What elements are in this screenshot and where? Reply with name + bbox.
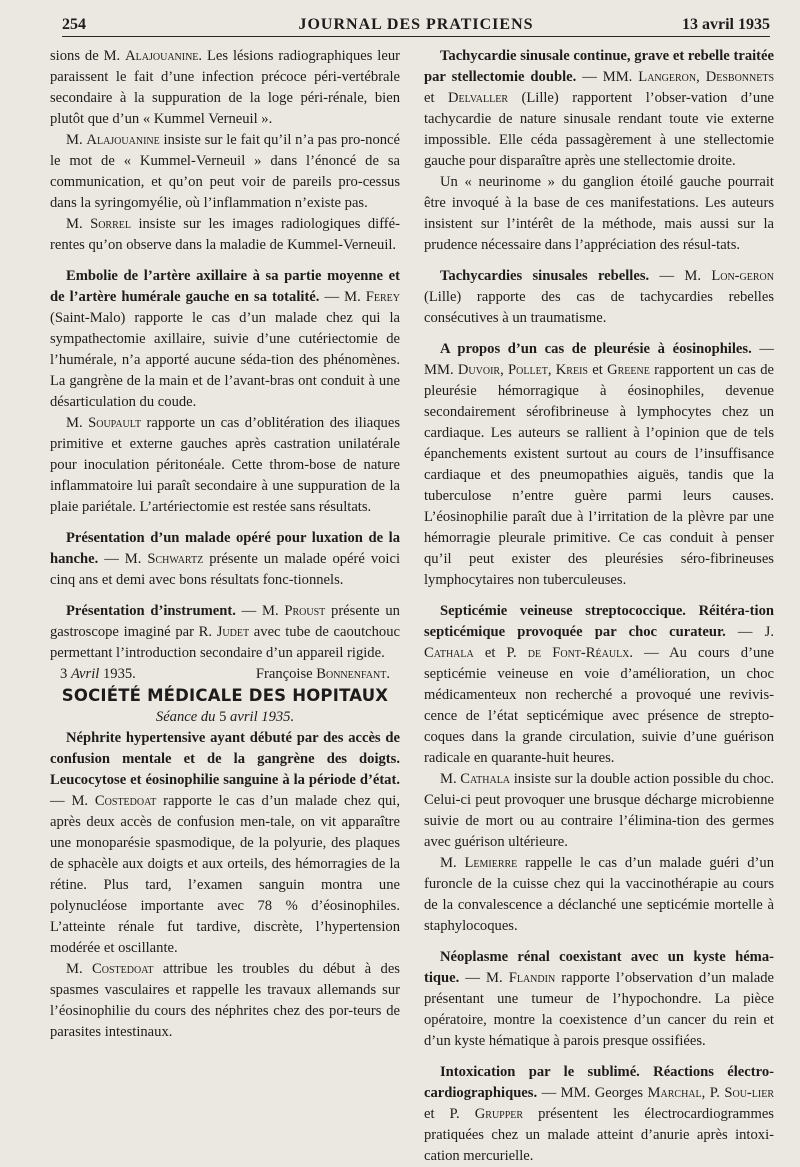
article-instrument: Présentation d’instrument. — M. Proust présente un gastroscope imaginé par R. Judet avec tube de caoutchouc permettant l’introduction secondaire d’un appareil rigide. — [50, 603, 400, 661]
paragraph: M. Soupault rapporte un cas d’oblitération des iliaques primitive et externe gauches après castration unilatérale pour inoculation péritonéale. Cette throm-bose de nature inflammatoire lui paraît secondaire à une suppuration de la plaie pariétale. L’artériectomie est restée sans résultats. — [50, 415, 401, 515]
article-title: Présentation d’instrument. — [66, 603, 236, 619]
article-title: Tachycardies sinusales rebelles. — [440, 268, 650, 284]
report-date: 3 Avril 1935. — [60, 666, 136, 682]
article-septicemie: Septicémie veineuse streptococcique. Réitéra-tion septicémique provoquée par choc curateur. — J. Cathala et P. de Font-Réaulx. — Au cours d’une septicémie veineuse en voie d’amélioration, un choc médicamenteux non recherché a provoqué une revivis-cence de l’état septicémique avec présence de strepto-coques dans la grande circulation, suivie d’une guérison radicale en quarante-huit heures. — [424, 603, 775, 766]
page-number: 254 — [62, 16, 86, 33]
paragraph: M. Sorrel insiste sur les images radiologiques diffé-rentes qu’on observe dans la maladie de Kummel-Verneuil. — [50, 216, 401, 253]
article-title: Septicémie veineuse streptococcique. Réitéra-tion septicémique provoquée par choc curateur. — [424, 603, 774, 640]
article-title: Tachycardie sinusale continue, grave et rebelle traitée par stellectomie double. — [424, 48, 774, 85]
article-title: Embolie de l’artère axillaire à sa partie moyenne et de l’artère humérale gauche en sa totalité. — [50, 268, 400, 305]
journal-title: JOURNAL DES PRATICIENS — [298, 16, 534, 33]
article-intoxication: Intoxication par le sublimé. Réactions électro-cardiographiques. — MM. Georges Marchal, P. Sou-lier et P. Grupper présentent les électrocardiogrammes pratiquées chez un malade atteint d’anurie après intoxi-cation mercurielle. — [424, 1064, 775, 1164]
article-embolie: Embolie de l’artère axillaire à sa partie moyenne et de l’artère humérale gauche en sa totalité. — M. Ferey (Saint-Malo) rapporte le cas d’un malade chez qui la sympathectomie axillaire, suivie d’une cutériectomie de l’humérale, n’a apporté aucune séda-tion des phénomènes. La gangrène de la main et de l’avant-bras ont conduit à une désarticulation du coude. — [50, 268, 400, 410]
article-tachycardies-rebelles: Tachycardies sinusales rebelles. — M. Lon-geron (Lille) rapporte des cas de tachycardies rebelles consécutives à un traumatisme. — [424, 268, 774, 326]
paragraph: sions de M. Alajouanine. Les lésions radiographiques leur paraissent le fait d’une infection précoce péri-vertébrale secondaire à la suppuration de la loge péri-rénale, bien plutôt que d’un « Kummel Verneuil ». — [50, 48, 400, 127]
article-luxation: Présentation d’un malade opéré pour luxation de la hanche. — M. Schwartz présente un malade opéré voici cinq ans et demi avec bons résultats fonc-tionnels. — [50, 530, 400, 588]
paragraph: M. Alajouanine insiste sur le fait qu’il n’a pas pro-noncé le mot de « Kummel-Verneuil » dans l’énoncé de sa communication, et qu’on peut voir de pareils pro-cessus dans la syringomyélie, où l’inflammation n’existe pas. — [50, 132, 400, 211]
article-title: Intoxication par le sublimé. Réactions électro-cardiographiques. — [424, 1064, 774, 1101]
paragraph: M. Cathala insiste sur la double action possible du choc. Celui-ci peut provoquer une brusque décharge microbienne suivie de mort ou au contraire l’élimina-tion des germes avec guérison ultérieure. — [424, 771, 774, 850]
article-title: Présentation d’un malade opéré pour luxation de la hanche. — [50, 530, 400, 567]
article-title: Néoplasme rénal coexistant avec un kyste héma-tique. — [424, 949, 774, 986]
article-nephrite: Néphrite hypertensive ayant débuté par des accès de confusion mentale et de la gangrène des doigts. Leucocytose et éosinophilie sanguine à la période d’état. — M. Costedoat rapporte le cas d’un malade chez qui, après deux accès de confusion men-tale, on vit apparaître une monoparésie spasmodique, de la polyurie, des plaques de sphacèle aux doigts et aux orteils, des hémorragies de la rétine. Plus tard, l’examen sanguin montra une polynucléose importante avec 78 % d’éosinophiles. L’atteinte rénale fut tardive, discrète, l’hypertension modérée et oscillante. — [50, 730, 400, 956]
left-column — [50, 46, 400, 1042]
paragraph: M. Costedoat attribue les troubles du début à des spasmes vasculaires et rappelle les travaux allemands sur l’éosinophilie du cours des néphrites chez des por-teurs de parasites intestinaux. — [50, 961, 400, 1040]
paragraph: Un « neurinome » du ganglion étoilé gauche pourrait être invoqué à la base de ces manifestations. Les auteurs insistent sur l’intérêt de la méthode, mais aussi sur la prudence nécessaire dans l’appréciation des résul-tats. — [424, 174, 774, 253]
right-column — [424, 46, 775, 1164]
issue-date: 13 avril 1935 — [682, 16, 770, 33]
article-tachycardie: Tachycardie sinusale continue, grave et rebelle traitée par stellectomie double. — MM. Langeron, Desbonnets et Delvaller (Lille) rapportent l’obser-vation d’une tachycardie de nature sinusale rendant toute vie externe impossible. Elle céda passagèrement à une stellectomie gauche pour disparaître après une stellectomie droite. — [424, 48, 775, 169]
seance-date: Séance du 5 avril 1935. — [155, 709, 295, 725]
article-pleuresie: A propos d’un cas de pleurésie à éosinophiles. — MM. Duvoir, Pollet, Kreis et Greene rapportent un cas de pleurésie hémorragique à éosinophiles, devenue secondairement sérofibrineuse à lymphocytes chez un cardiaque. Les auteurs se rallient à l’opinion que de tels épanchements existent surtout au cours de l’insuffisance cardiaque et des pneumopathies aiguës, tandis que la tuberculose n’entre guère parmi leurs causes. L’éosinophilie paraît due à l’irritation de la plèvre par une hémorragie pleurale primitive. Ce cas conduit à penser qu’il peut exister des pleurésies séro-fibrineuses lymphocytaires non tuberculeuses. — [424, 341, 775, 588]
society-heading: SOCIÉTÉ MÉDICALE DES HOPITAUX — [61, 686, 389, 705]
paragraph: M. Lemierre rappelle le cas d’un malade guéri d’un furoncle de la cuisse chez qui la vaccinothérapie au cours de la convalescence a déclanché une septicémie mortelle à staphylocoques. — [424, 855, 774, 934]
page-header — [62, 14, 770, 37]
article-title: Néphrite hypertensive ayant débuté par des accès de confusion mentale et de la gangrène des doigts. Leucocytose et éosinophilie sanguine à la période d’état. — [50, 730, 400, 788]
article-title: A propos d’un cas de pleurésie à éosinophiles. — [440, 341, 752, 357]
article-neoplasme: Néoplasme rénal coexistant avec un kyste héma-tique. — M. Flandin rapporte l’observation d’un malade présentant une tumeur de l’hypochondre. La pièce opératoire, montre la coexistence d’un cancer du rein et d’un kyste hématique à parois presque ossifiées. — [424, 949, 774, 1049]
signature-line — [50, 664, 400, 685]
report-author: Françoise Bonnenfant. — [255, 666, 390, 682]
